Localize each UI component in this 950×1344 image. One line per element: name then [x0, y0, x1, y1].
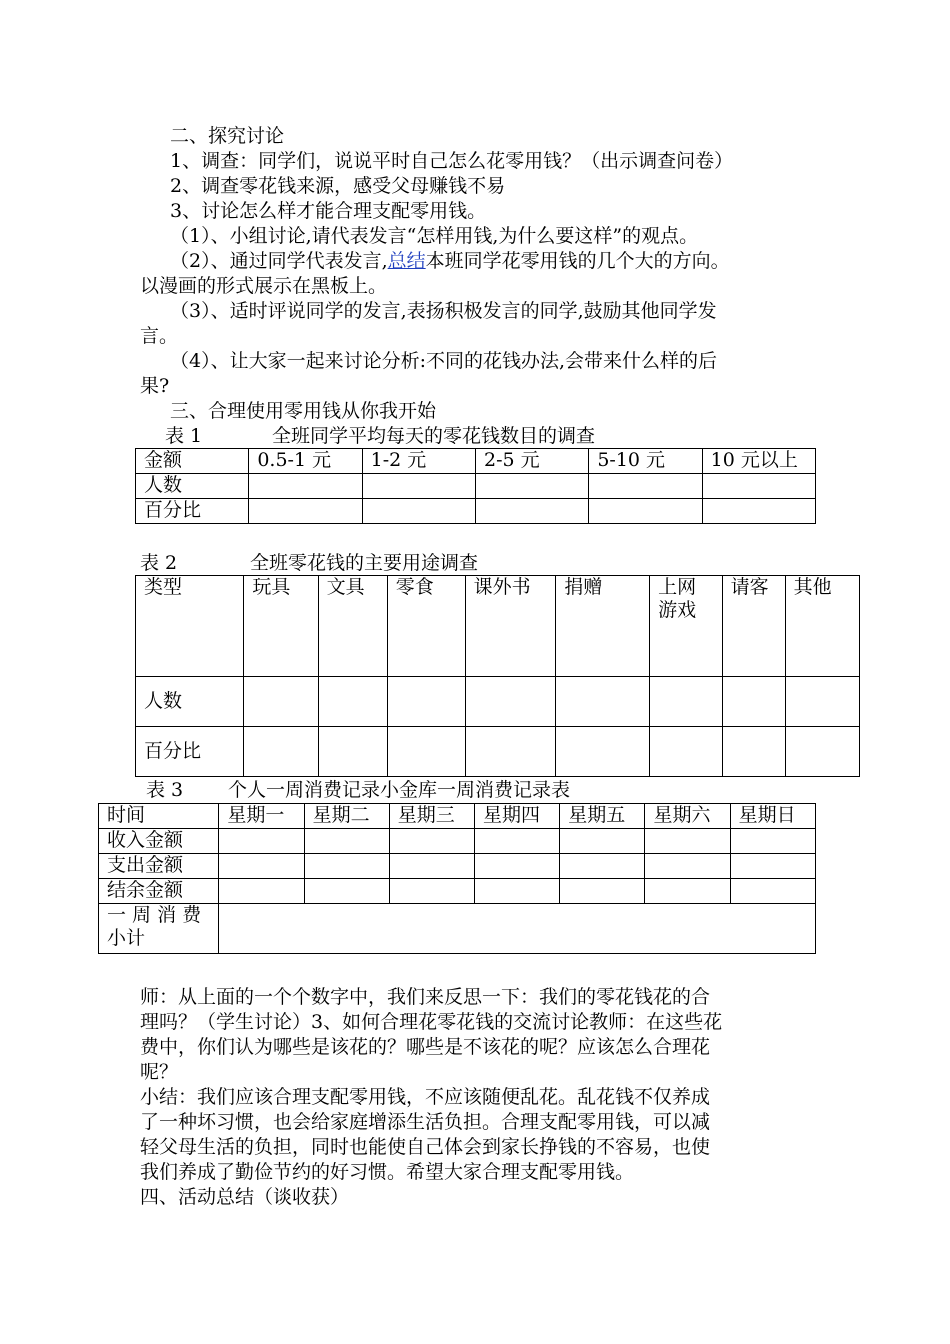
table2-header-line: 游戏	[658, 599, 697, 621]
table-cell	[722, 677, 785, 727]
table2-header: 玩具	[244, 576, 318, 677]
table2-header	[650, 576, 723, 677]
table-cell	[702, 474, 815, 499]
table2-label: 表 2	[140, 552, 178, 574]
table-cell	[556, 677, 650, 727]
table3-header: 星期五	[560, 804, 645, 829]
table-cell	[650, 727, 723, 777]
table3-header: 星期一	[219, 804, 304, 829]
table1-row-label: 百分比	[136, 499, 249, 524]
table-row	[99, 829, 816, 854]
summary-label-line: 小计	[107, 927, 146, 949]
table1-header: 0.5-1 元	[249, 449, 362, 474]
table2-header: 零食	[387, 576, 465, 677]
table3-header: 时间	[99, 804, 219, 829]
table1-header: 2-5 元	[475, 449, 588, 474]
teacher-line: 费中，你们认为哪些是该花的？哪些是不该花的呢？应该怎么合理花	[140, 1036, 711, 1058]
table-cell	[318, 677, 387, 727]
table-cell	[785, 727, 859, 777]
table-cell	[475, 854, 560, 879]
table-cell	[318, 727, 387, 777]
table-cell	[387, 677, 465, 727]
summary-label-line: 一 周 消 费	[107, 904, 202, 926]
table-row	[99, 854, 816, 879]
table2-title: 全班零花钱的主要用途调查	[250, 552, 479, 574]
table-cell	[304, 879, 389, 904]
table2-header-row	[136, 576, 860, 677]
table-cell	[722, 727, 785, 777]
table-row	[136, 499, 816, 524]
table-cell	[362, 499, 475, 524]
table3-header: 星期日	[730, 804, 815, 829]
section2-sub2-cont: 以漫画的形式展示在黑板上。	[140, 275, 388, 297]
table-cell	[465, 727, 556, 777]
table-row	[99, 904, 816, 954]
table-cell	[389, 879, 474, 904]
table-cell	[389, 829, 474, 854]
table3-header: 星期四	[475, 804, 560, 829]
table3-row-label: 支出金额	[99, 854, 219, 879]
table-cell	[387, 727, 465, 777]
table-cell	[645, 879, 730, 904]
table3-label: 表 3	[146, 779, 184, 801]
table1-row-label: 人数	[136, 474, 249, 499]
table-cell	[304, 854, 389, 879]
table-cell	[249, 499, 362, 524]
table-cell	[560, 879, 645, 904]
table2-row-label: 百分比	[136, 727, 244, 777]
table-cell	[730, 829, 815, 854]
table-cell	[219, 829, 304, 854]
table2-header: 其他	[785, 576, 859, 677]
table-cell	[730, 854, 815, 879]
table-cell	[465, 677, 556, 727]
section2-item2: 2、调查零花钱来源，感受父母赚钱不易	[170, 175, 506, 197]
table3-header: 星期三	[389, 804, 474, 829]
table-cell	[475, 499, 588, 524]
table-row	[136, 677, 860, 727]
table-cell	[730, 879, 815, 904]
table2-row-label: 人数	[136, 677, 244, 727]
table-row	[136, 474, 816, 499]
section2-sub3: （3）、适时评说同学的发言,表扬积极发言的同学,鼓励其他同学发	[170, 300, 717, 322]
table-cell	[650, 677, 723, 727]
table-cell	[219, 854, 304, 879]
table1	[135, 448, 816, 524]
table-cell	[785, 677, 859, 727]
table3-title: 个人一周消费记录小金库一周消费记录表	[228, 779, 571, 801]
table-cell	[244, 677, 318, 727]
table-cell	[702, 499, 815, 524]
table1-header-row	[136, 449, 816, 474]
section2-sub1: （1）、小组讨论,请代表发言“怎样用钱,为什么要这样”的观点。	[170, 225, 699, 247]
table-cell	[475, 829, 560, 854]
table1-header: 金额	[136, 449, 249, 474]
table3-row-label: 结余金额	[99, 879, 219, 904]
table-cell	[475, 474, 588, 499]
table-cell	[589, 474, 702, 499]
table-cell	[645, 854, 730, 879]
teacher-line: 呢？	[140, 1061, 179, 1083]
table2-header: 文具	[318, 576, 387, 677]
section2-sub3-cont: 言。	[140, 325, 179, 347]
summary-line: 小结：我们应该合理支配零用钱，不应该随便乱花。乱花钱不仅养成	[140, 1086, 711, 1108]
table-cell	[389, 854, 474, 879]
section2-item1: 1、调查：同学们，说说平时自己怎么花零用钱？（出示调查问卷）	[170, 150, 734, 172]
table2	[135, 575, 860, 777]
section4-heading: 四、活动总结（谈收获）	[140, 1186, 350, 1208]
table3	[98, 803, 816, 954]
table-row	[99, 879, 816, 904]
section2-sub4-cont: 果?	[140, 375, 170, 397]
table-cell	[219, 879, 304, 904]
table3-header-row	[99, 804, 816, 829]
table3-header: 星期六	[645, 804, 730, 829]
section2-item3: 3、讨论怎么样才能合理支配零用钱。	[170, 200, 487, 222]
sub2-text-a: （2）、通过同学代表发言,	[170, 250, 388, 272]
table1-title: 全班同学平均每天的零花钱数目的调查	[272, 425, 596, 447]
table-cell	[560, 854, 645, 879]
table-cell	[645, 829, 730, 854]
table3-summary-label	[99, 904, 219, 954]
section3-heading: 三、合理使用零用钱从你我开始	[170, 400, 437, 422]
section2-sub4: （4）、让大家一起来讨论分析:不同的花钱办法,会带来什么样的后	[170, 350, 718, 372]
summary-line: 轻父母生活的负担，同时也能使自己体会到家长挣钱的不容易，也使	[140, 1136, 711, 1158]
table-cell	[556, 727, 650, 777]
table3-row-label: 收入金额	[99, 829, 219, 854]
summary-link[interactable]: 总结	[387, 250, 426, 272]
sub2-text-b: 本班同学花零用钱的几个大的方向。	[425, 250, 730, 272]
teacher-line: 师：从上面的一个个数字中，我们来反思一下：我们的零花钱花的合	[140, 986, 711, 1008]
summary-line: 我们养成了勤俭节约的好习惯。希望大家合理支配零用钱。	[140, 1161, 635, 1183]
table3-header: 星期二	[304, 804, 389, 829]
table2-header-line: 上网	[658, 576, 697, 598]
table2-header: 请客	[722, 576, 785, 677]
table1-header: 10 元以上	[702, 449, 815, 474]
table-row	[136, 727, 860, 777]
table-cell	[589, 499, 702, 524]
table-cell	[244, 727, 318, 777]
table-cell	[304, 829, 389, 854]
table2-header: 捐赠	[556, 576, 650, 677]
table1-header: 1-2 元	[362, 449, 475, 474]
table1-header: 5-10 元	[589, 449, 702, 474]
summary-line: 了一种坏习惯，也会给家庭增添生活负担。合理支配零用钱，可以减	[140, 1111, 711, 1133]
section2-sub2	[140, 249, 850, 274]
table2-header: 类型	[136, 576, 244, 677]
teacher-line: 理吗？（学生讨论）3、如何合理花零花钱的交流讨论教师：在这些花	[140, 1011, 723, 1033]
table-cell	[560, 829, 645, 854]
table1-label: 表 1	[165, 425, 203, 447]
table-cell	[249, 474, 362, 499]
section2-heading: 二、探究讨论	[170, 125, 285, 147]
table3-summary-cell	[219, 904, 816, 954]
table-cell	[475, 879, 560, 904]
table2-header: 课外书	[465, 576, 556, 677]
table-cell	[362, 474, 475, 499]
